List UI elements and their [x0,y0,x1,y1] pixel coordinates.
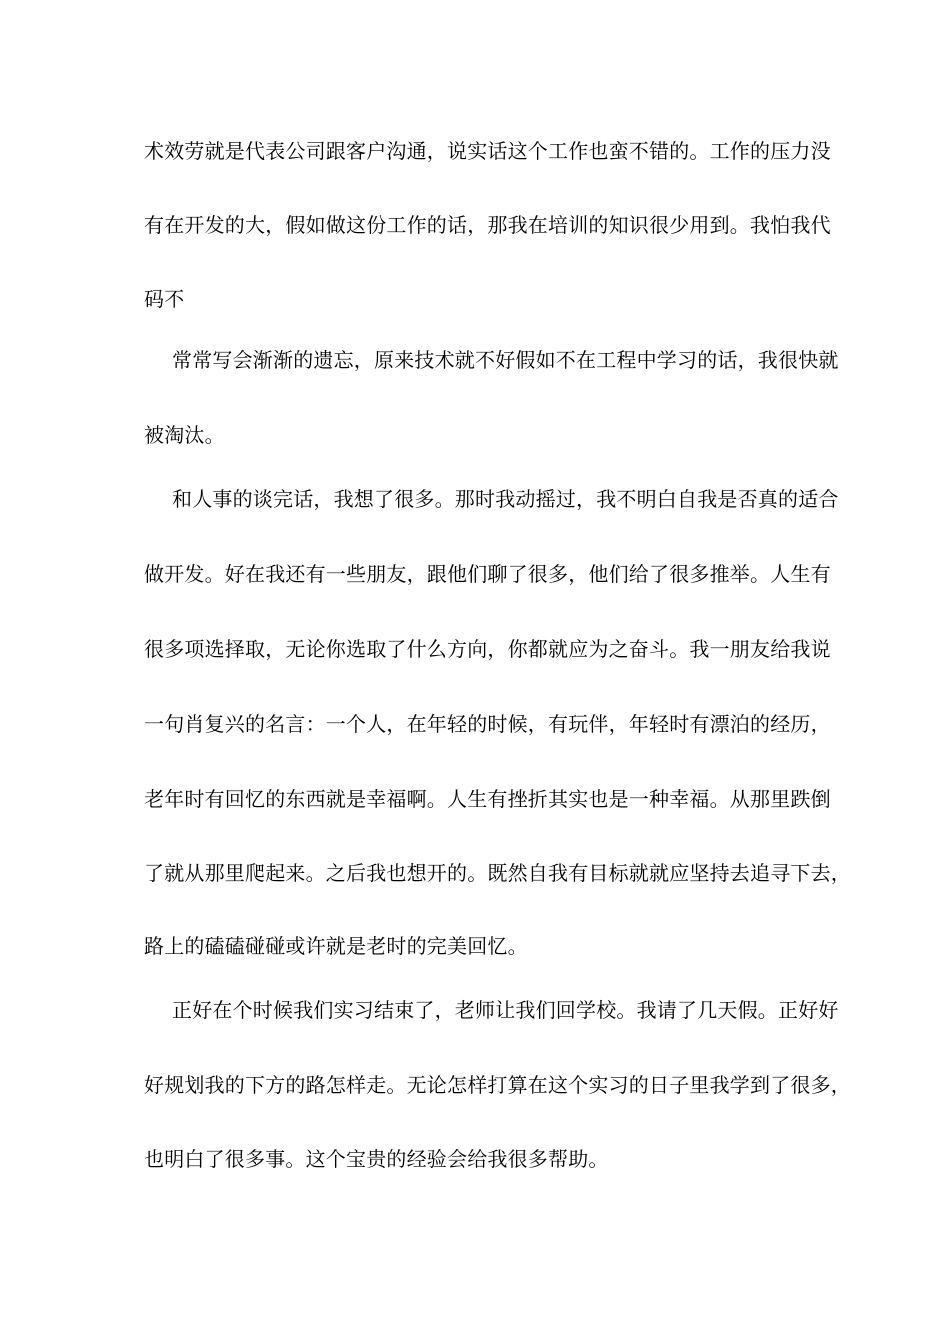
text-line: 路上的磕磕碰碰或许就是老时的完美回忆。 [144,934,528,958]
text-line: 做开发。好在我还有一些朋友，跟他们聊了很多，他们给了很多推举。人生有 [144,562,831,586]
text-line: 一句肖复兴的名言：一个人，在年轻的时候，有玩伴，年轻时有漂泊的经历， [144,712,831,736]
text-line: 老年时有回忆的东西就是幸福啊。人生有挫折其实也是一种幸福。从那里跌倒 [144,787,831,811]
text-line: 也明白了很多事。这个宝贵的经验会给我很多帮助。 [144,1147,609,1171]
text-line: 码不 [144,287,185,311]
paragraph-first-line: 正好在个时候我们实习结束了，老师让我们回学校。我请了几天假。正好好 [172,998,839,1022]
text-line: 好规划我的下方的路怎样走。无论怎样打算在这个实习的日子里我学到了很多， [144,1073,851,1097]
text-line: 有在开发的大，假如做这份工作的话，那我在培训的知识很少用到。我怕我代 [144,213,831,237]
paragraph-first-line: 常常写会渐渐的遗忘，原来技术就不好假如不在工程中学习的话，我很快就 [172,348,839,372]
text-line: 术效劳就是代表公司跟客户沟通，说实话这个工作也蛮不错的。工作的压力没 [144,139,831,163]
paragraph-first-line: 和人事的谈完话，我想了很多。那时我动摇过，我不明白自我是否真的适合 [172,487,839,511]
text-line: 被淘汰。 [144,423,225,447]
text-line: 了就从那里爬起来。之后我也想开的。既然自我有目标就就应坚持去追寻下去， [144,861,851,885]
text-line: 很多项选择取，无论你选取了什么方向，你都就应为之奋斗。我一朋友给我说 [144,637,831,661]
